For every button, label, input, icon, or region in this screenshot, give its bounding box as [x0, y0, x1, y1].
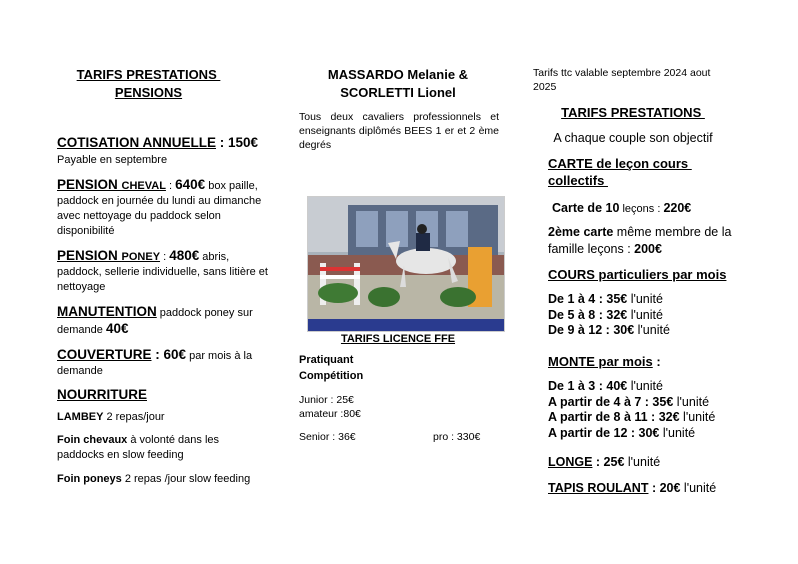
foin-chevaux-block: Foin chevaux à volonté dans les paddocks en slow feeding — [57, 434, 220, 461]
pension-poney-label: PENSION PONEY — [57, 248, 161, 263]
monte-title: MONTE par mois : — [548, 354, 661, 369]
pension-poney-desc: abris, paddock, sellerie individuelle, sans litière et nettoyage — [57, 251, 268, 293]
cours-item: De 1 à 4 : 35€ l'unité — [548, 292, 663, 306]
monte-item: De 1 à 3 : 40€ l'unité — [548, 379, 663, 393]
pension-cheval-price: 640€ — [175, 177, 206, 192]
licence-senior: Senior : 36€ — [299, 431, 356, 443]
cotisation-label: COTISATION ANNUELLE — [57, 135, 216, 150]
nourriture-heading: NOURRITURE — [57, 387, 147, 402]
cours-item: De 5 à 8 : 32€ l'unité — [548, 307, 663, 322]
pratiquant-label: Pratiquant — [299, 354, 354, 366]
licence-junior: Junior : 25€ — [299, 394, 354, 406]
couverture-label: COUVERTURE — [57, 347, 152, 362]
cours-list — [548, 292, 670, 339]
instructors-title-line2: SCORLETTI Lionel — [340, 85, 456, 100]
pension-cheval-desc: box paille, paddock en journée du lundi au dimanche avec nettoyage du paddock selon disponibilité — [57, 180, 262, 237]
cours-title: COURS particuliers par mois — [548, 267, 727, 282]
manutention-label: MANUTENTION — [57, 304, 157, 319]
carte-title-line1: CARTE de leçon cours — [548, 156, 692, 171]
instructors-title-line1: MASSARDO Melanie & — [327, 67, 469, 82]
tapis-line: TAPIS ROULANT : 20€ l'unité — [548, 481, 717, 495]
manutention-desc: paddock poney sur demande — [57, 307, 253, 336]
monte-item: A partir de 4 à 7 : 35€ l'unité — [548, 394, 710, 409]
manutention-price: 40€ — [105, 321, 129, 336]
pension-cheval-block: PENSION CHEVAL : 640€ box paille, paddock en journée du lundi au dimanche avec nettoyage du paddock selon disponibilité — [57, 177, 262, 237]
carte2-block: 2ème carte même membre de la famille leçons : 200€ — [548, 225, 732, 256]
validity-note: Tarifs ttc valable septembre 2024 aout 2025 — [533, 67, 711, 93]
pension-poney-block: PENSION PONEY : 480€ abris, paddock, sellerie individuelle, sans litière et nettoyage — [57, 248, 268, 293]
pension-cheval-label: PENSION CHEVAL — [57, 177, 166, 192]
longe-line: LONGE : 25€ l'unité — [548, 455, 661, 469]
couverture-block — [57, 347, 269, 379]
prestations-subtitle: A chaque couple son objectif — [553, 131, 713, 145]
manutention-block — [57, 304, 269, 338]
cotisation-block — [57, 135, 269, 168]
monte-list — [548, 379, 715, 441]
licence-title: TARIFS LICENCE FFE — [340, 333, 456, 345]
pensions-title-line1: TARIFS PRESTATIONS — [76, 67, 221, 82]
licence-pro: pro : 330€ — [433, 431, 481, 443]
monte-item: A partir de 8 à 11 : 32€ l'unité — [548, 410, 716, 424]
competition-label: Compétition — [299, 370, 364, 382]
pensions-title-line2: PENSIONS — [114, 85, 183, 100]
foin-poneys-line: Foin poneys 2 repas /jour slow feeding — [57, 473, 251, 485]
carte10-line: Carte de 10 leçons : 220€ — [552, 201, 692, 215]
couverture-price: : 60€ — [151, 347, 187, 362]
monte-item: A partir de 12 : 30€ l'unité — [548, 425, 696, 440]
lambey-line: LAMBEY 2 repas/jour — [57, 411, 165, 423]
pension-poney-price: 480€ — [169, 248, 200, 263]
prestations-title: TARIFS PRESTATIONS — [561, 105, 705, 120]
carte-title-line2: collectifs — [548, 173, 608, 188]
licence-amateur: amateur :80€ — [299, 408, 361, 420]
cours-item: De 9 à 12 : 30€ l'unité — [548, 323, 670, 337]
cotisation-price: : 150€ — [216, 135, 259, 150]
show-jumping-photo — [307, 196, 505, 332]
couverture-desc: par mois à la demande — [57, 350, 253, 377]
cotisation-note: Payable en septembre — [57, 154, 168, 166]
instructors-intro: Tous deux cavaliers professionnels et enseignants diplômés BEES 1 er et 2 ème degrés — [299, 111, 499, 151]
